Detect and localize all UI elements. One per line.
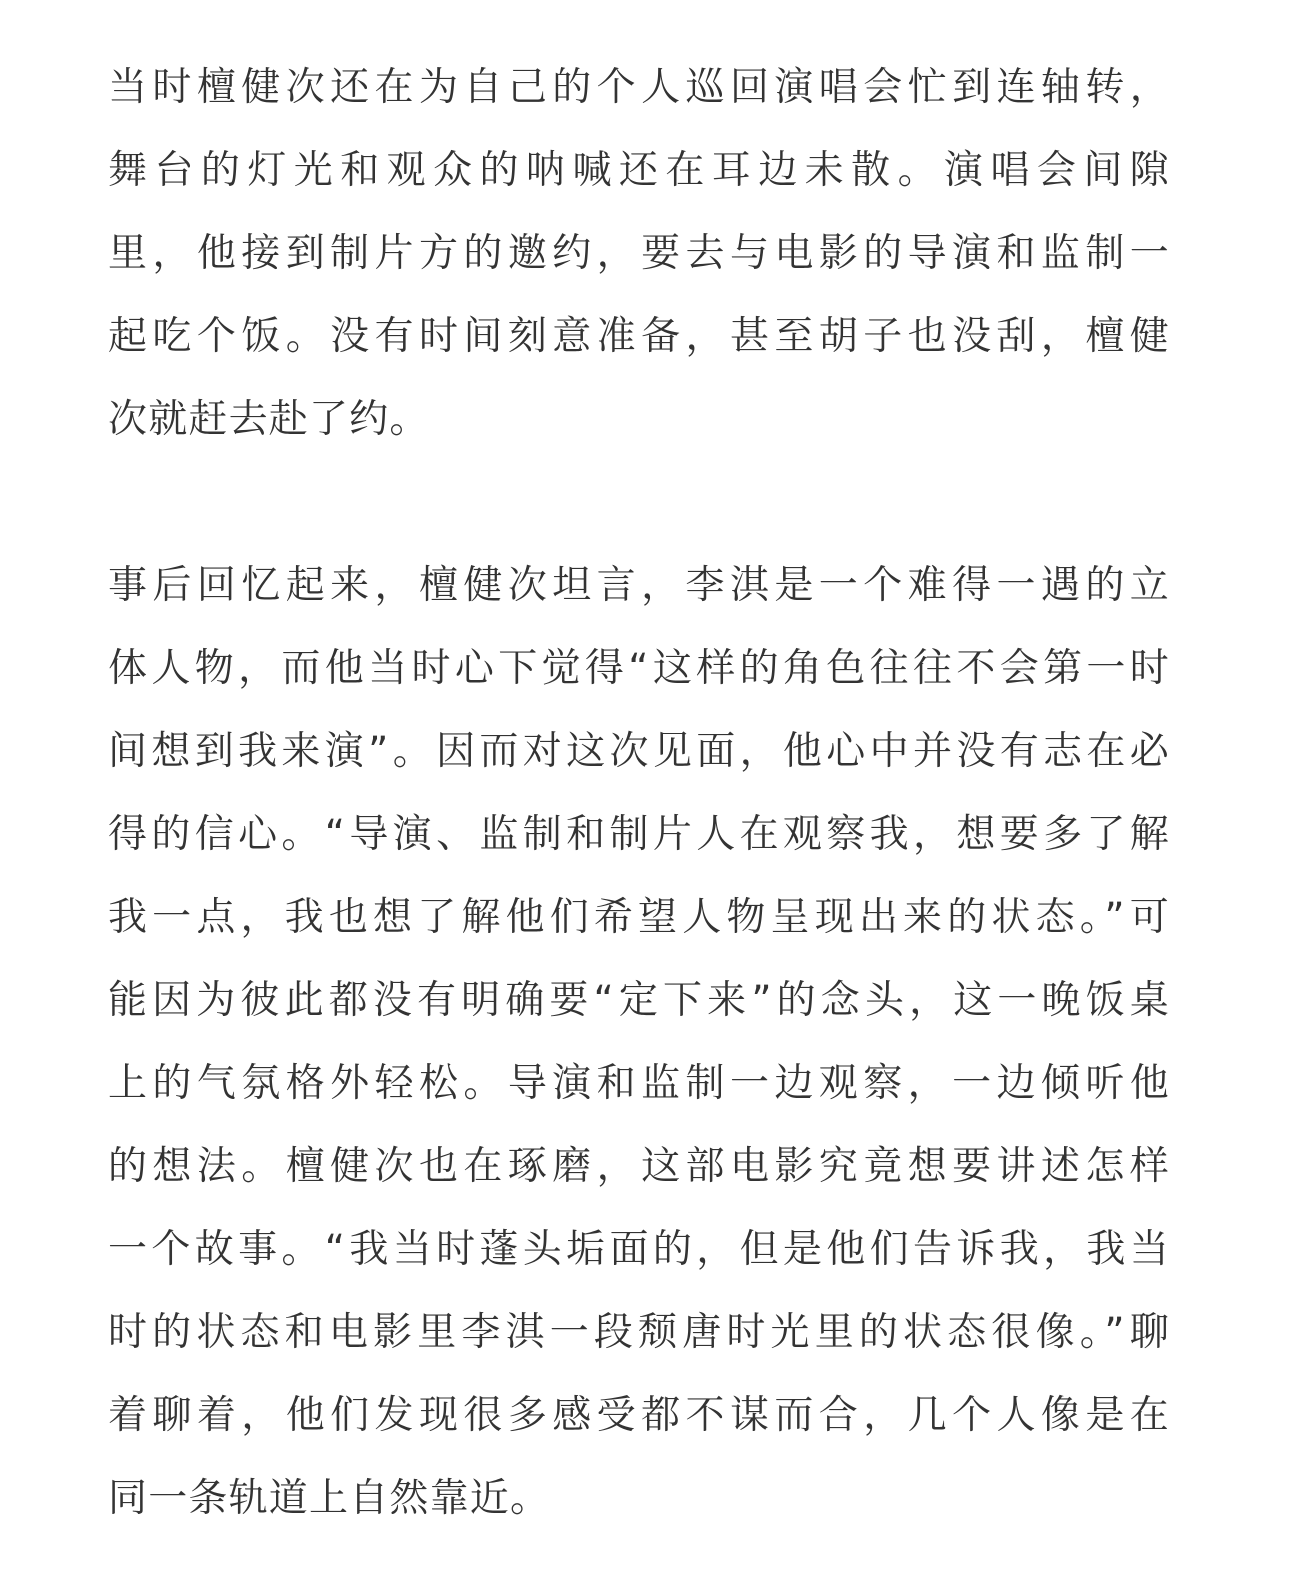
article-body xyxy=(108,46,1170,1540)
text-line: 事后回忆起来，檀健次坦言，李淇是一个难得一遇的立 xyxy=(108,563,1170,608)
text-line: 能因为彼此都没有明确要“定下来”的念头，这一晚饭桌 xyxy=(108,978,1170,1023)
text-line: 次就赶去赴了约。 xyxy=(108,397,430,442)
text-line: 舞台的灯光和观众的呐喊还在耳边未散。演唱会间隙 xyxy=(108,148,1170,193)
text-line: 当时檀健次还在为自己的个人巡回演唱会忙到连轴转， xyxy=(108,65,1170,110)
text-line: 着聊着，他们发现很多感受都不谋而合，几个人像是在 xyxy=(108,1393,1170,1438)
text-line: 里，他接到制片方的邀约，要去与电影的导演和监制一 xyxy=(108,231,1170,276)
text-line: 得的信心。“导演、监制和制片人在观察我，想要多了解 xyxy=(108,812,1170,857)
text-line: 起吃个饭。没有时间刻意准备，甚至胡子也没刮，檀健 xyxy=(108,314,1170,359)
text-line: 的想法。檀健次也在琢磨，这部电影究竟想要讲述怎样 xyxy=(108,1144,1170,1189)
text-line: 我一点，我也想了解他们希望人物呈现出来的状态。”可 xyxy=(108,895,1170,940)
paragraph-1 xyxy=(108,46,1170,461)
text-line: 同一条轨道上自然靠近。 xyxy=(108,1476,551,1521)
text-line: 体人物，而他当时心下觉得“这样的角色往往不会第一时 xyxy=(108,646,1170,691)
text-line: 上的气氛格外轻松。导演和监制一边观察，一边倾听他 xyxy=(108,1061,1170,1106)
text-line: 间想到我来演”。因而对这次见面，他心中并没有志在必 xyxy=(108,729,1170,774)
paragraph-2 xyxy=(108,544,1170,1540)
text-line: 一个故事。“我当时蓬头垢面的，但是他们告诉我，我当 xyxy=(108,1227,1170,1272)
text-line: 时的状态和电影里李淇一段颓唐时光里的状态很像。”聊 xyxy=(108,1310,1170,1355)
